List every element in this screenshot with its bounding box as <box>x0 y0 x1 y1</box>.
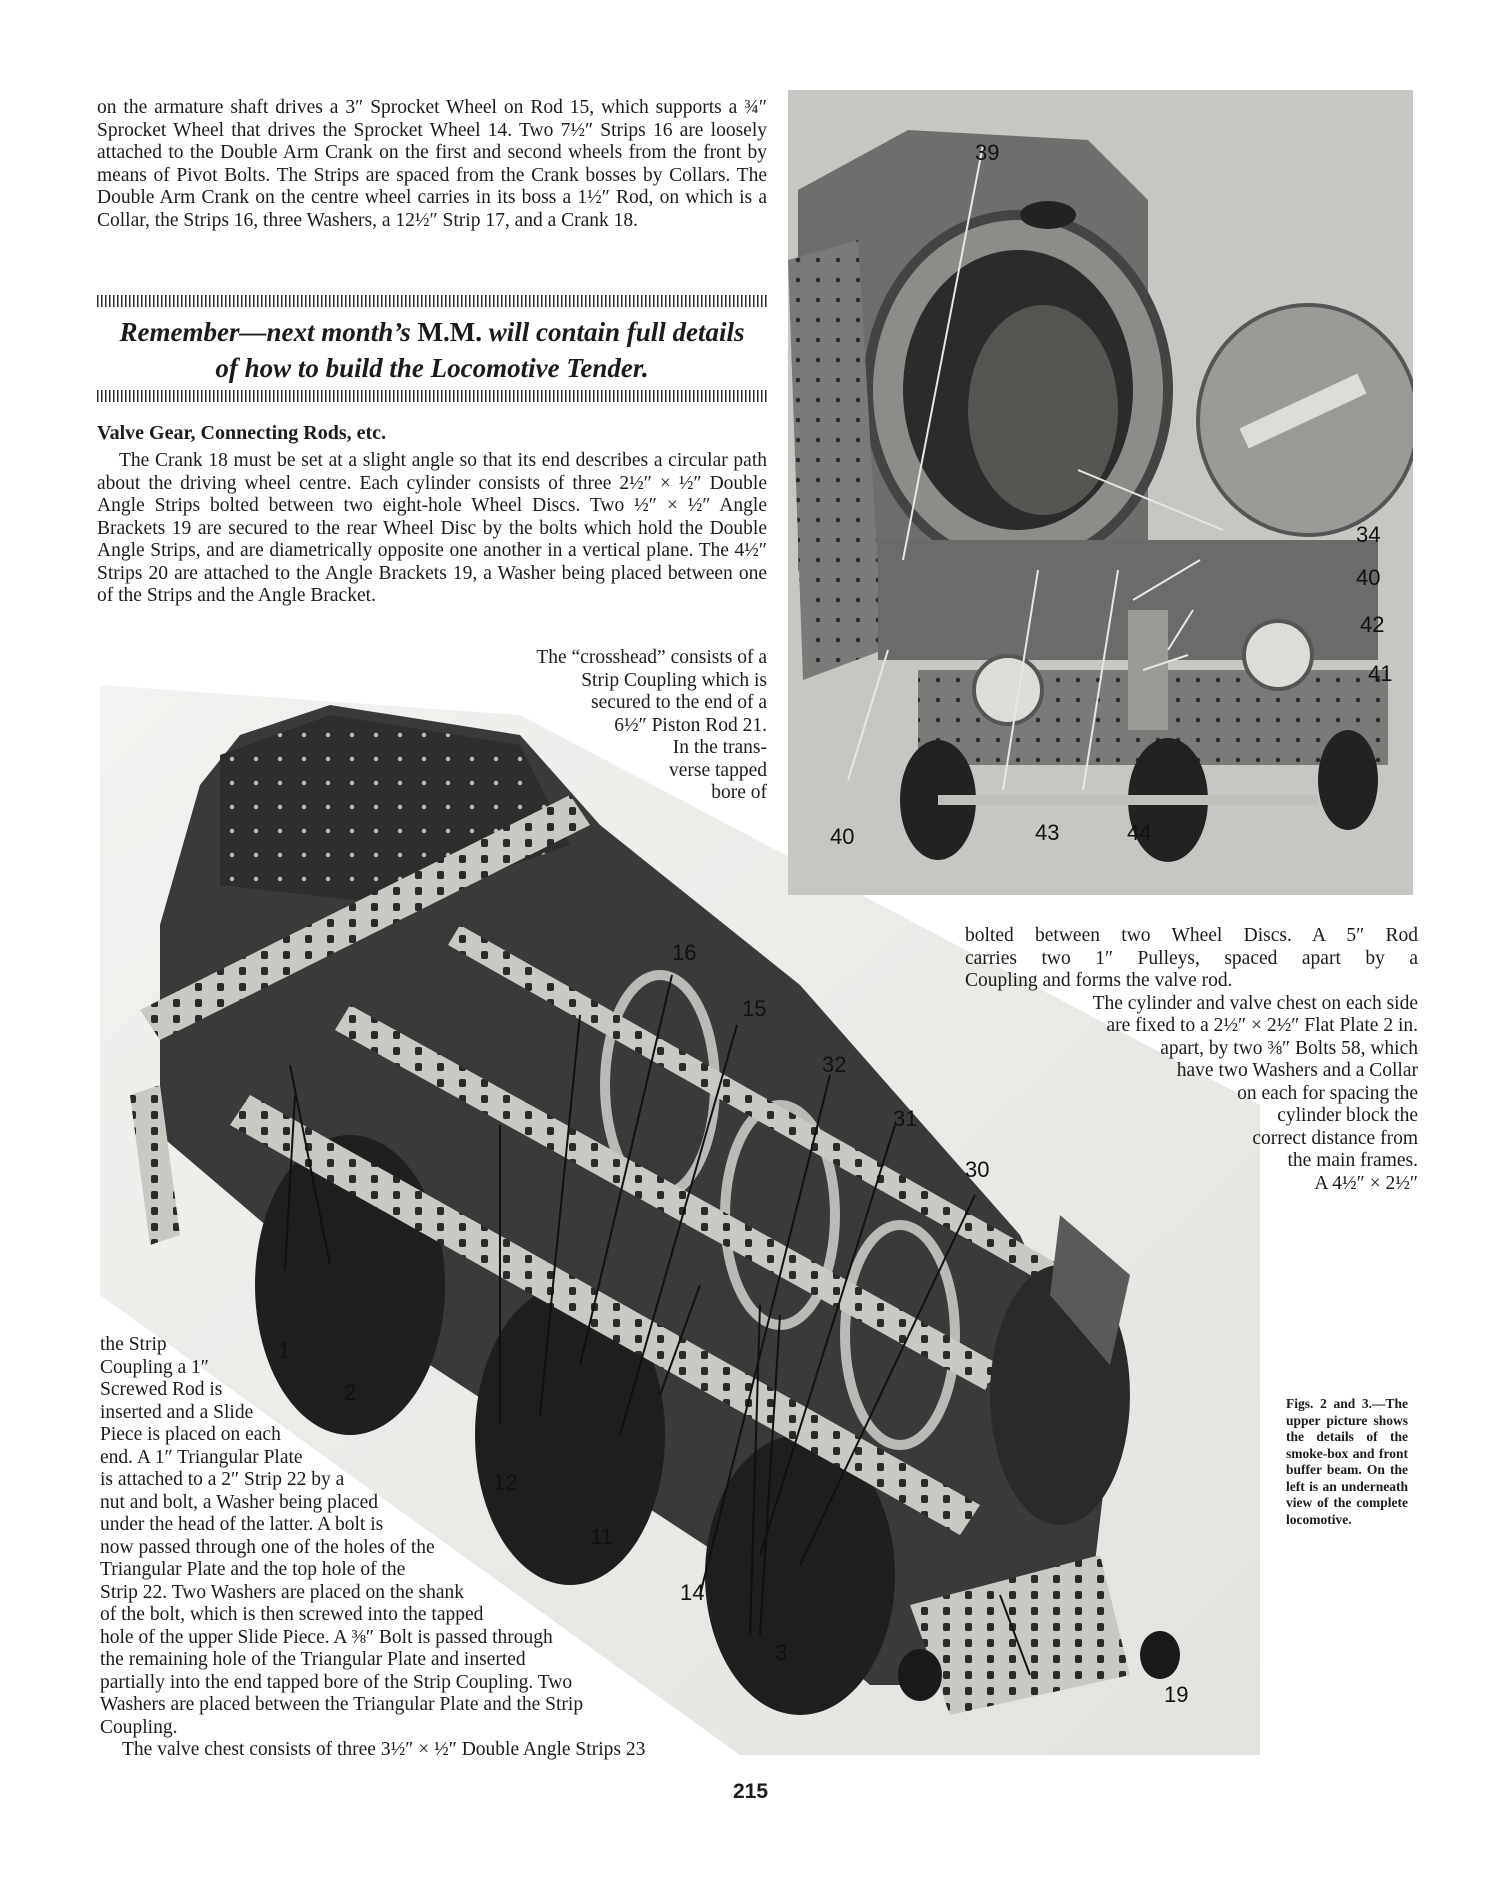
callout-41: 41 <box>1368 661 1393 686</box>
crosshead-line: In the trans- <box>672 737 767 758</box>
right-line: the main frames. <box>1287 1150 1418 1171</box>
callout-31: 31 <box>893 1106 918 1131</box>
right-line: cylinder block the <box>1277 1105 1418 1126</box>
lower-line: end. A 1″ Triangular Plate <box>100 1446 303 1468</box>
callout-43: 43 <box>1035 820 1060 845</box>
lower-line: now passed through one of the holes of the <box>100 1536 435 1558</box>
section-heading: Valve Gear, Connecting Rods, etc. <box>97 422 387 444</box>
valve-chest-line: The valve chest consists of three 3½″ × ½″ Double Angle Strips 23 <box>122 1739 646 1760</box>
callout-19: 19 <box>1164 1682 1189 1707</box>
right-line: A 4½″ × 2½″ <box>1314 1172 1418 1194</box>
notice-part1: Remember—next month’s <box>119 317 411 347</box>
decorative-rule-top <box>97 295 767 307</box>
right-line: carries two 1″ Pulleys, spaced apart by a <box>965 947 1418 969</box>
notice-line-2: of how to build the Locomotive Tender. <box>215 353 649 383</box>
right-line: have two Washers and a Collar <box>1176 1060 1418 1081</box>
lower-line: hole of the upper Slide Piece. A ⅜″ Bolt is passed through <box>100 1626 553 1648</box>
lower-line: the remaining hole of the Triangular Plate and inserted <box>100 1649 526 1670</box>
valve-gear-paragraph <box>97 450 767 608</box>
smoke-box-photo <box>788 90 1413 895</box>
decorative-rule-bottom <box>97 390 767 402</box>
lower-line: nut and bolt, a Washer being placed <box>100 1491 379 1513</box>
crosshead-line: secured to the end of a <box>591 692 767 713</box>
right-line: bolted between two Wheel Discs. A 5″ Rod <box>965 925 1418 946</box>
lower-line: Screwed Rod is <box>100 1379 223 1400</box>
callout-42: 42 <box>1360 612 1385 637</box>
lower-line: Strip 22. Two Washers are placed on the shank <box>100 1581 465 1603</box>
intro-paragraph <box>97 97 767 232</box>
lower-line: inserted and a Slide <box>100 1401 254 1423</box>
crosshead-line: bore of <box>711 782 767 803</box>
right-text-block <box>965 925 1418 1195</box>
lower-line: Triangular Plate and the top hole of the <box>100 1559 406 1580</box>
lower-left-text-block <box>100 1334 645 1762</box>
right-line: The cylinder and valve chest on each side <box>1092 992 1418 1014</box>
callout-16: 16 <box>672 940 697 965</box>
callout-30: 30 <box>965 1157 990 1182</box>
callout-44: 44 <box>1127 820 1152 845</box>
notice-mm: M.M. <box>417 317 482 347</box>
lower-line: of the bolt, which is then screwed into the tapped <box>100 1604 484 1625</box>
lower-line: under the head of the latter. A bolt is <box>100 1514 384 1535</box>
callout-40-lower: 40 <box>830 824 855 849</box>
lower-line: Coupling. <box>100 1716 178 1738</box>
callout-39: 39 <box>975 140 1000 165</box>
right-line: are fixed to a 2½″ × 2½″ Flat Plate 2 in. <box>1106 1015 1418 1036</box>
lower-line: is attached to a 2″ Strip 22 by a <box>100 1469 345 1490</box>
callout-1: 1 <box>278 1338 291 1363</box>
crosshead-line: verse tapped <box>669 759 767 781</box>
right-line: correct distance from <box>1252 1127 1418 1149</box>
lower-line: Piece is placed on each <box>100 1424 281 1445</box>
crosshead-line: 6½″ Piston Rod 21. <box>614 714 767 736</box>
callout-3: 3 <box>775 1640 788 1665</box>
notice-part2: will contain full details <box>488 317 745 347</box>
lower-line: Coupling a 1″ <box>100 1356 209 1378</box>
callout-15: 15 <box>742 996 767 1021</box>
lower-line: Washers are placed between the Triangular Plate and the Strip <box>100 1694 584 1715</box>
callout-12: 12 <box>493 1470 518 1495</box>
tender-notice <box>97 314 767 386</box>
lower-line: partially into the end tapped bore of the Strip Coupling. Two <box>100 1671 573 1693</box>
callout-32: 32 <box>822 1052 847 1077</box>
callout-40: 40 <box>1356 565 1381 590</box>
figure-caption: Figs. 2 and 3.—The upper picture shows the details of the smoke-box and front buffer beam. On the left is an underneath view of the complete locomotive. <box>1286 1396 1408 1527</box>
page-number: 215 <box>732 1780 769 1803</box>
callout-2: 2 <box>344 1380 357 1405</box>
crosshead-line: Strip Coupling which is <box>581 669 767 691</box>
right-line: on each for spacing the <box>1237 1082 1418 1104</box>
crosshead-line: The “crosshead” consists of a <box>536 647 767 668</box>
intro-text: on the armature shaft drives a 3″ Sprocket Wheel on Rod 15, which supports a ¾″ Sprocket Wheel that drives the Sprocket Wheel 14. Two 7½″ Strips 16 are loosely attached to the Double Arm Crank on the first and second wheels from the front by means of Pivot Bolts. The Strips are spaced from the Crank bosses by Collars. The Double Arm Crank on the centre wheel carries in its boss a 1½″ Rod, on which is a Collar, the Strips 16, three Washers, a 12½″ Strip 17, and a Crank 18. <box>97 97 767 231</box>
right-line: Coupling and forms the valve rod. <box>965 970 1233 991</box>
callout-11: 11 <box>590 1524 613 1549</box>
lower-line: the Strip <box>100 1334 167 1355</box>
right-line: apart, by two ⅜″ Bolts 58, which <box>1160 1037 1418 1059</box>
callout-34: 34 <box>1356 522 1381 547</box>
valve-gear-text: The Crank 18 must be set at a slight angle so that its end describes a circular path about the driving wheel centre. Each cylinder consists of three 2½″ × ½″ Double Angle Strips bolted between two eight-hole Wheel Discs. Two ½″ × ½″ Angle Brackets 19 are secured to the rear Wheel Disc by the bolts which hold the Double Angle Strips, and are diametrically opposite one another in a vertical plane. The 4½″ Strips 20 are attached to the Angle Brackets 19, a Washer being placed between one of the Strips and the Angle Bracket. <box>97 450 767 606</box>
callout-14: 14 <box>680 1580 705 1605</box>
notice-line-1 <box>97 314 767 350</box>
